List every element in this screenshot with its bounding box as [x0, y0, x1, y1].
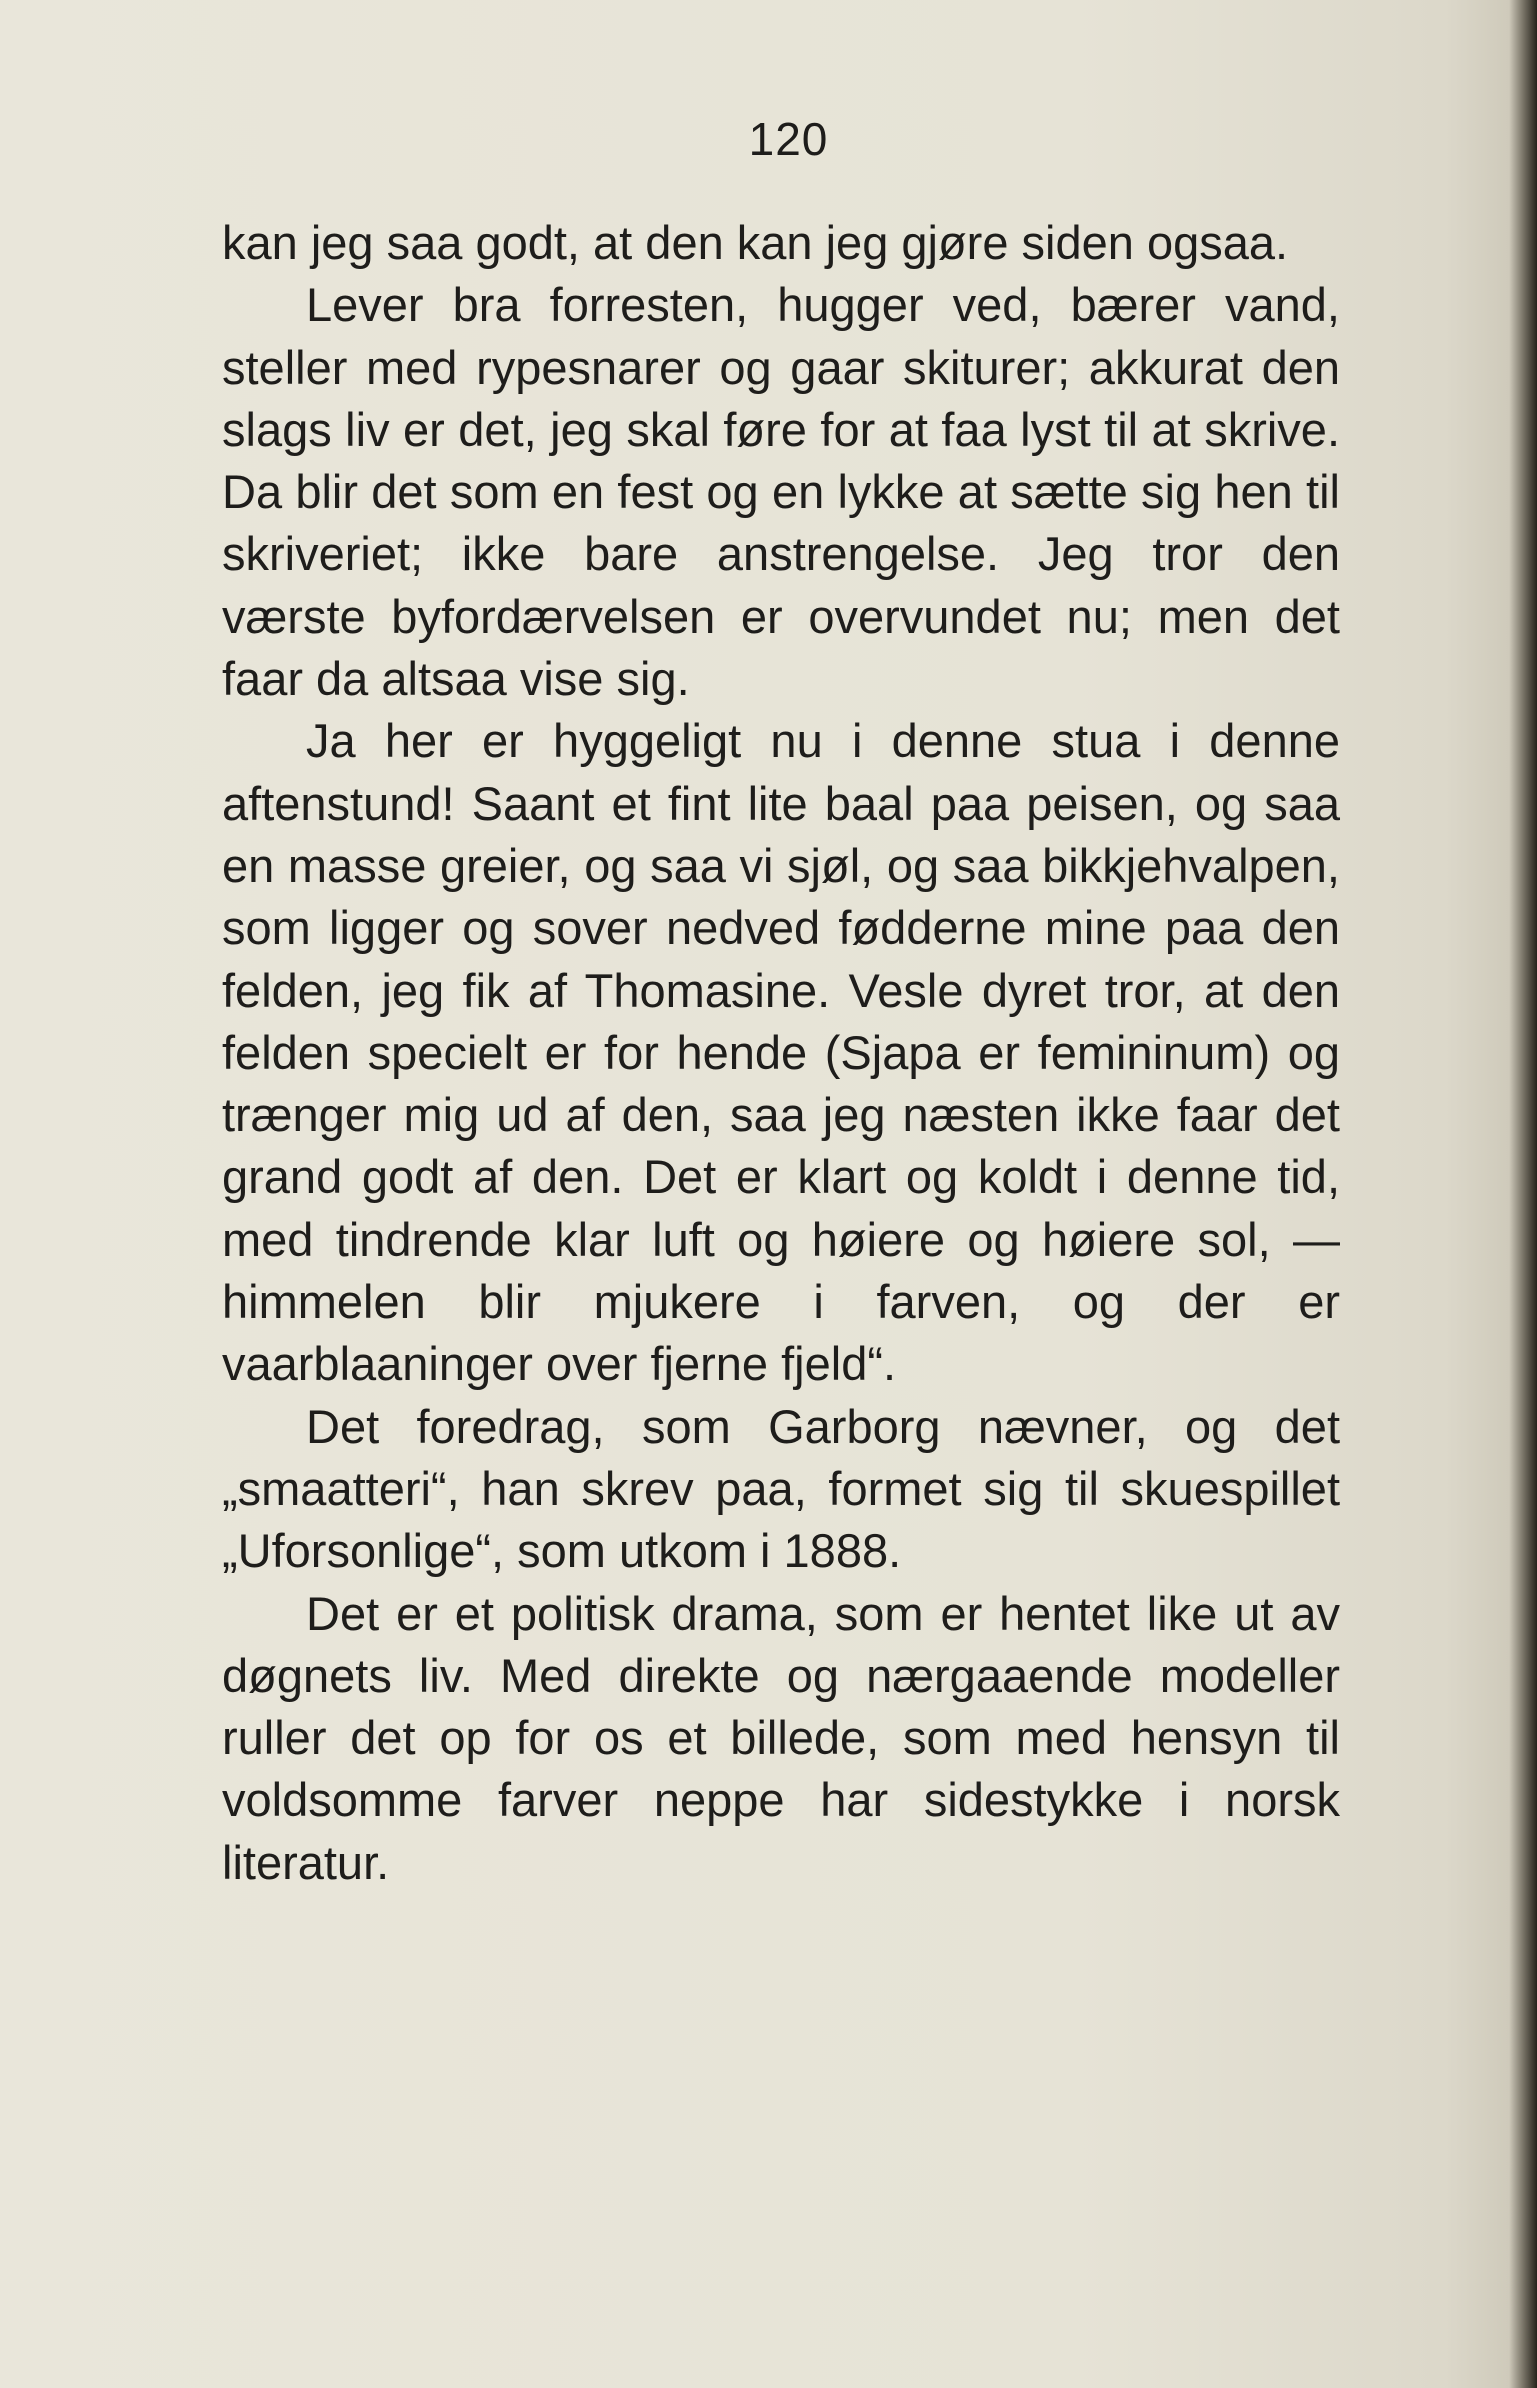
page-edge-shadow [1509, 0, 1537, 2388]
body-text [222, 212, 1340, 1894]
paragraph-2: Lever bra forresten, hugger ved, bærer vand, steller med rypesnarer og gaar skiturer; akkurat den slags liv er det, jeg skal føre for at faa lyst til at skrive. Da blir det som en fest og en lykke at sætte sig hen til skriveriet; ikke bare anstrengelse. Jeg tror den værste byfordærvelsen er overvundet nu; men det faar da altsaa vise sig. [222, 278, 1340, 706]
paragraph-1: kan jeg saa godt, at den kan jeg gjøre siden ogsaa. [222, 216, 1289, 269]
page-number: 120 [748, 113, 829, 165]
paragraph-4: Det foredrag, som Garborg nævner, og det „smaatteri“, han skrev paa, formet sig til skuespillet „Uforsonlige“, som utkom i 1888. [222, 1399, 1340, 1578]
paragraph-3: Ja her er hyggeligt nu i denne stua i denne aftenstund! Saant et fint lite baal paa peisen, og saa en masse greier, og saa vi sjøl, og saa bikkjehvalpen, som ligger og sover nedved fødderne mine paa den felden, jeg fik af Thomasine. Vesle dyret tror, at den felden specielt er for hende (Sjapa er femininum) og trænger mig ud af den, saa jeg næsten ikke faar det grand godt af den. Det er klart og koldt i denne tid, med tindrende klar luft og høiere og høiere sol, — himmelen blir mjukere i farven, og der er vaarblaaninger over fjerne fjeld“. [222, 714, 1340, 1391]
paragraph-5: Det er et politisk drama, som er hentet like ut av døgnets liv. Med direkte og nærgaaende modeller ruller det op for os et billede, som med hensyn til voldsomme farver neppe har sidestykke i norsk literatur. [222, 1586, 1340, 1889]
